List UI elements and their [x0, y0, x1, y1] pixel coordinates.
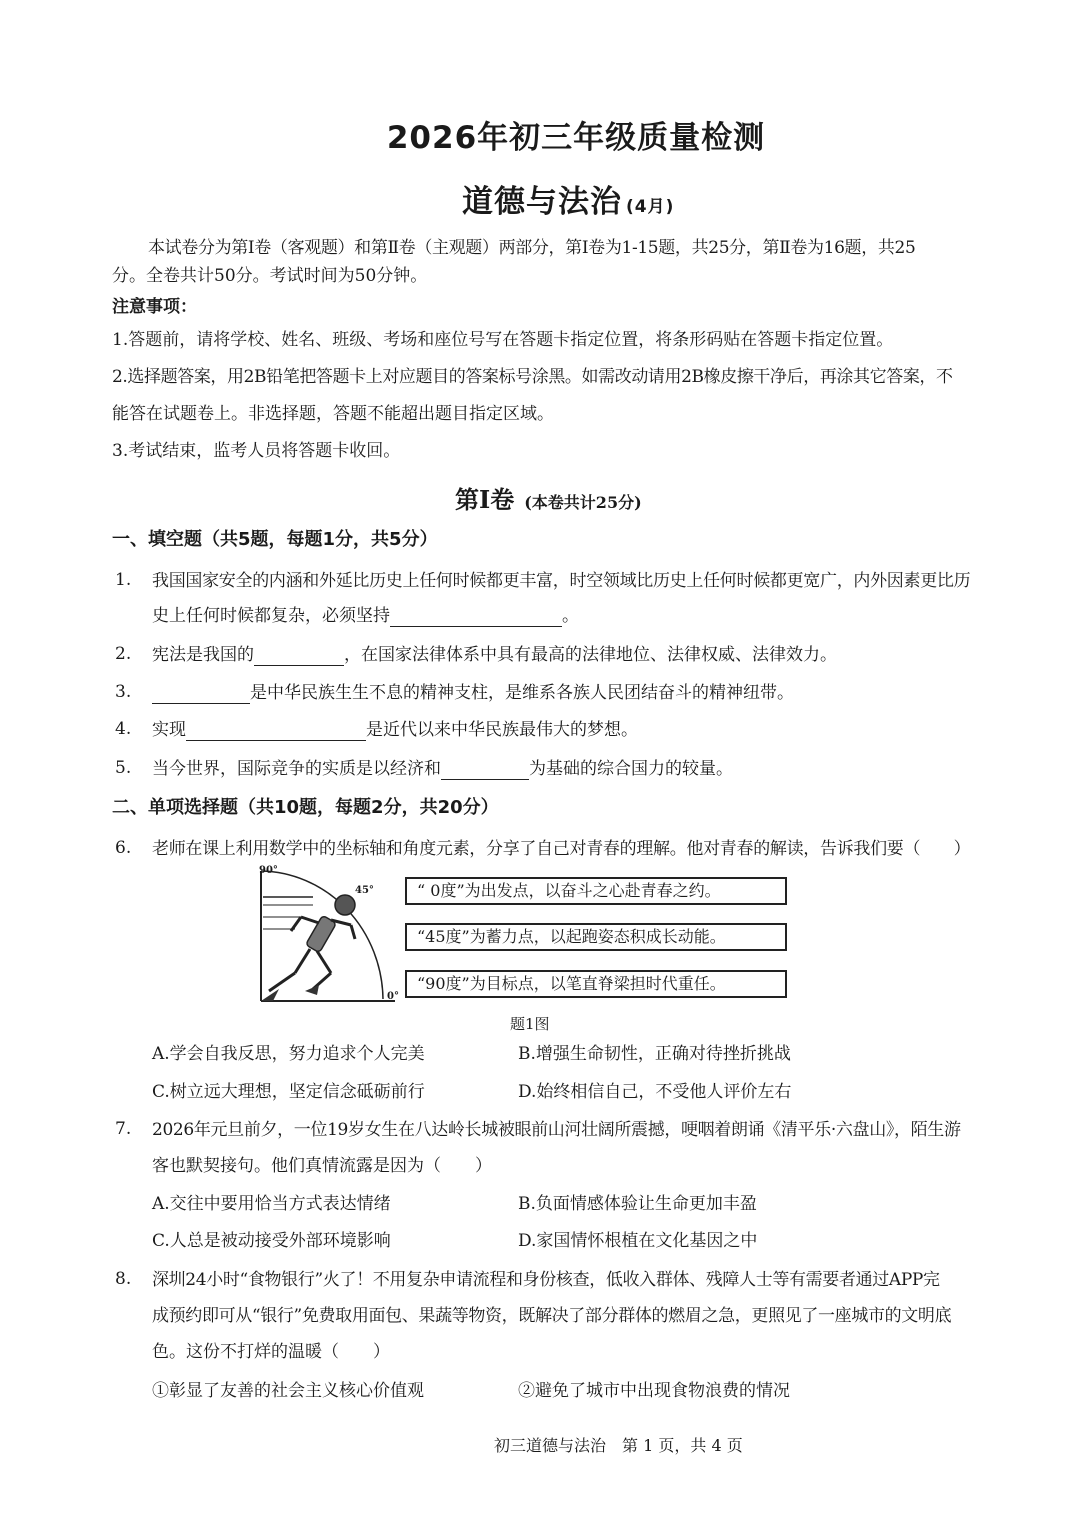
q1-line-1: 我国国家安全的内涵和外延比历史上任何时候都更丰富，时空领域比历史上任何时候都更宽广，内外因素更比历	[152, 571, 971, 591]
figure-box-0: “ 0度”为出发点，以奋斗之心赴青春之约。	[405, 877, 787, 905]
q6-stem: 老师在课上利用数学中的坐标轴和角度元素，分享了自己对青春的理解。他对青春的解读，告诉我们要（ ）	[152, 839, 971, 859]
question-number: 8.	[115, 1269, 132, 1289]
q8-line-2: 成预约即可从“银行”免费取用面包、果蔬等物资，既解决了部分群体的燃眉之急，更照见了一座城市的文明底	[152, 1306, 952, 1326]
q2-line	[152, 644, 837, 666]
q2-text-b: ，在国家法律体系中具有最高的法律地位、法律权威、法律效力。	[344, 645, 837, 665]
answer-blank[interactable]	[186, 722, 366, 741]
q7-line-1: 2026年元旦前夕，一位19岁女生在八达岭长城被眼前山河壮阔所震撼，哽咽着朗诵《清平乐·六盘山》，陌生游	[152, 1120, 961, 1140]
answer-blank[interactable]	[152, 685, 250, 704]
note-1: 1.答题前，请将学校、姓名、班级、考场和座位号写在答题卡指定位置，将条形码贴在答题卡指定位置。	[112, 330, 894, 350]
q6-figure	[255, 865, 785, 1010]
question-number: 7.	[115, 1119, 132, 1139]
runner-diagram	[255, 865, 405, 1010]
q4-text-b: 是近代以来中华民族最伟大的梦想。	[366, 720, 638, 740]
q6-option-c[interactable]: C.树立远大理想，坚定信念砥砺前行	[152, 1082, 425, 1102]
intro-line-1: 本试卷分为第Ⅰ卷（客观题）和第Ⅱ卷（主观题）两部分，第Ⅰ卷为1-15题，共25分，第Ⅱ卷为16题，共25	[148, 238, 916, 258]
subject-title	[462, 176, 674, 221]
q4-line	[152, 719, 638, 741]
question-number: 1.	[115, 570, 132, 590]
q8-line-1: 深圳24小时“食物银行”火了！不用复杂申请流程和身份核查，低收入群体、残障人士等有需要者通过APP完	[152, 1270, 940, 1290]
intro-line-2: 分。全卷共计50分。考试时间为50分钟。	[112, 266, 428, 286]
exam-month: (4月)	[626, 197, 675, 217]
part2-heading: 二、单项选择题（共10题，每题2分，共20分）	[112, 797, 499, 818]
q8-option-2[interactable]: ②避免了城市中出现食物浪费的情况	[518, 1381, 790, 1401]
q4-text-a: 实现	[152, 720, 186, 740]
question-number: 6.	[115, 838, 132, 858]
q6-option-a[interactable]: A.学会自我反思，努力追求个人完美	[152, 1044, 425, 1064]
q3-text: 是中华民族生生不息的精神支柱，是维系各族人民团结奋斗的精神纽带。	[250, 683, 794, 703]
q7-option-a[interactable]: A.交往中要用恰当方式表达情绪	[152, 1194, 391, 1214]
volume-heading	[455, 480, 642, 515]
q3-line	[152, 682, 794, 704]
angle-0-label: 0°	[387, 991, 399, 1002]
answer-blank[interactable]	[254, 647, 344, 666]
q5-text-a: 当今世界，国际竞争的实质是以经济和	[152, 759, 441, 779]
subject-name: 道德与法治	[462, 184, 622, 220]
page-footer: 初三道德与法治 第 1 页，共 4 页	[494, 1436, 743, 1455]
question-number: 4.	[115, 719, 132, 739]
note-2a: 2.选择题答案，用2B铅笔把答题卡上对应题目的答案标号涂黑。如需改动请用2B橡皮擦干净后，再涂其它答案，不	[112, 367, 953, 387]
q7-line-2: 客也默契接句。他们真情流露是因为（ ）	[152, 1156, 492, 1176]
q7-option-c[interactable]: C.人总是被动接受外部环境影响	[152, 1231, 391, 1251]
q7-option-b[interactable]: B.负面情感体验让生命更加丰盈	[518, 1194, 757, 1214]
figure-box-90: “90度”为目标点，以笔直脊梁担时代重任。	[405, 970, 787, 998]
q5-line	[152, 758, 733, 780]
volume-title: 第Ⅰ卷	[455, 485, 515, 514]
q5-text-b: 为基础的综合国力的较量。	[529, 759, 733, 779]
answer-blank[interactable]	[441, 761, 529, 780]
notes-heading: 注意事项：	[112, 297, 197, 317]
q2-text-a: 宪法是我国的	[152, 645, 254, 665]
note-2b: 能答在试题卷上。非选择题，答题不能超出题目指定区域。	[112, 404, 554, 424]
exam-title: 2026年初三年级质量检测	[386, 120, 766, 156]
q6-option-d[interactable]: D.始终相信自己，不受他人评价左右	[518, 1082, 792, 1102]
question-number: 5.	[115, 758, 132, 778]
q8-line-3: 色。这份不打烊的温暖（ ）	[152, 1342, 390, 1362]
question-number: 2.	[115, 644, 132, 664]
angle-45-label: 45°	[355, 885, 374, 896]
q8-option-1[interactable]: ①彰显了友善的社会主义核心价值观	[152, 1381, 424, 1401]
q6-option-b[interactable]: B.增强生命韧性，正确对待挫折挑战	[518, 1044, 791, 1064]
angle-90-label: 90°	[259, 865, 278, 876]
q1-text: 史上任何时候都复杂，必须坚持	[152, 606, 390, 626]
answer-blank[interactable]	[390, 608, 562, 627]
part1-heading: 一、填空题（共5题，每题1分，共5分）	[112, 529, 438, 550]
volume-note: (本卷共计25分)	[524, 493, 642, 512]
q1-line-2	[152, 605, 579, 627]
q1-end: 。	[562, 606, 579, 626]
figure-box-45: “45度”为蓄力点，以起跑姿态积成长动能。	[405, 923, 787, 951]
note-3: 3.考试结束，监考人员将答题卡收回。	[112, 441, 401, 461]
figure-caption: 题1图	[510, 1015, 550, 1033]
q7-option-d[interactable]: D.家国情怀根植在文化基因之中	[518, 1231, 758, 1251]
question-number: 3.	[115, 682, 132, 702]
